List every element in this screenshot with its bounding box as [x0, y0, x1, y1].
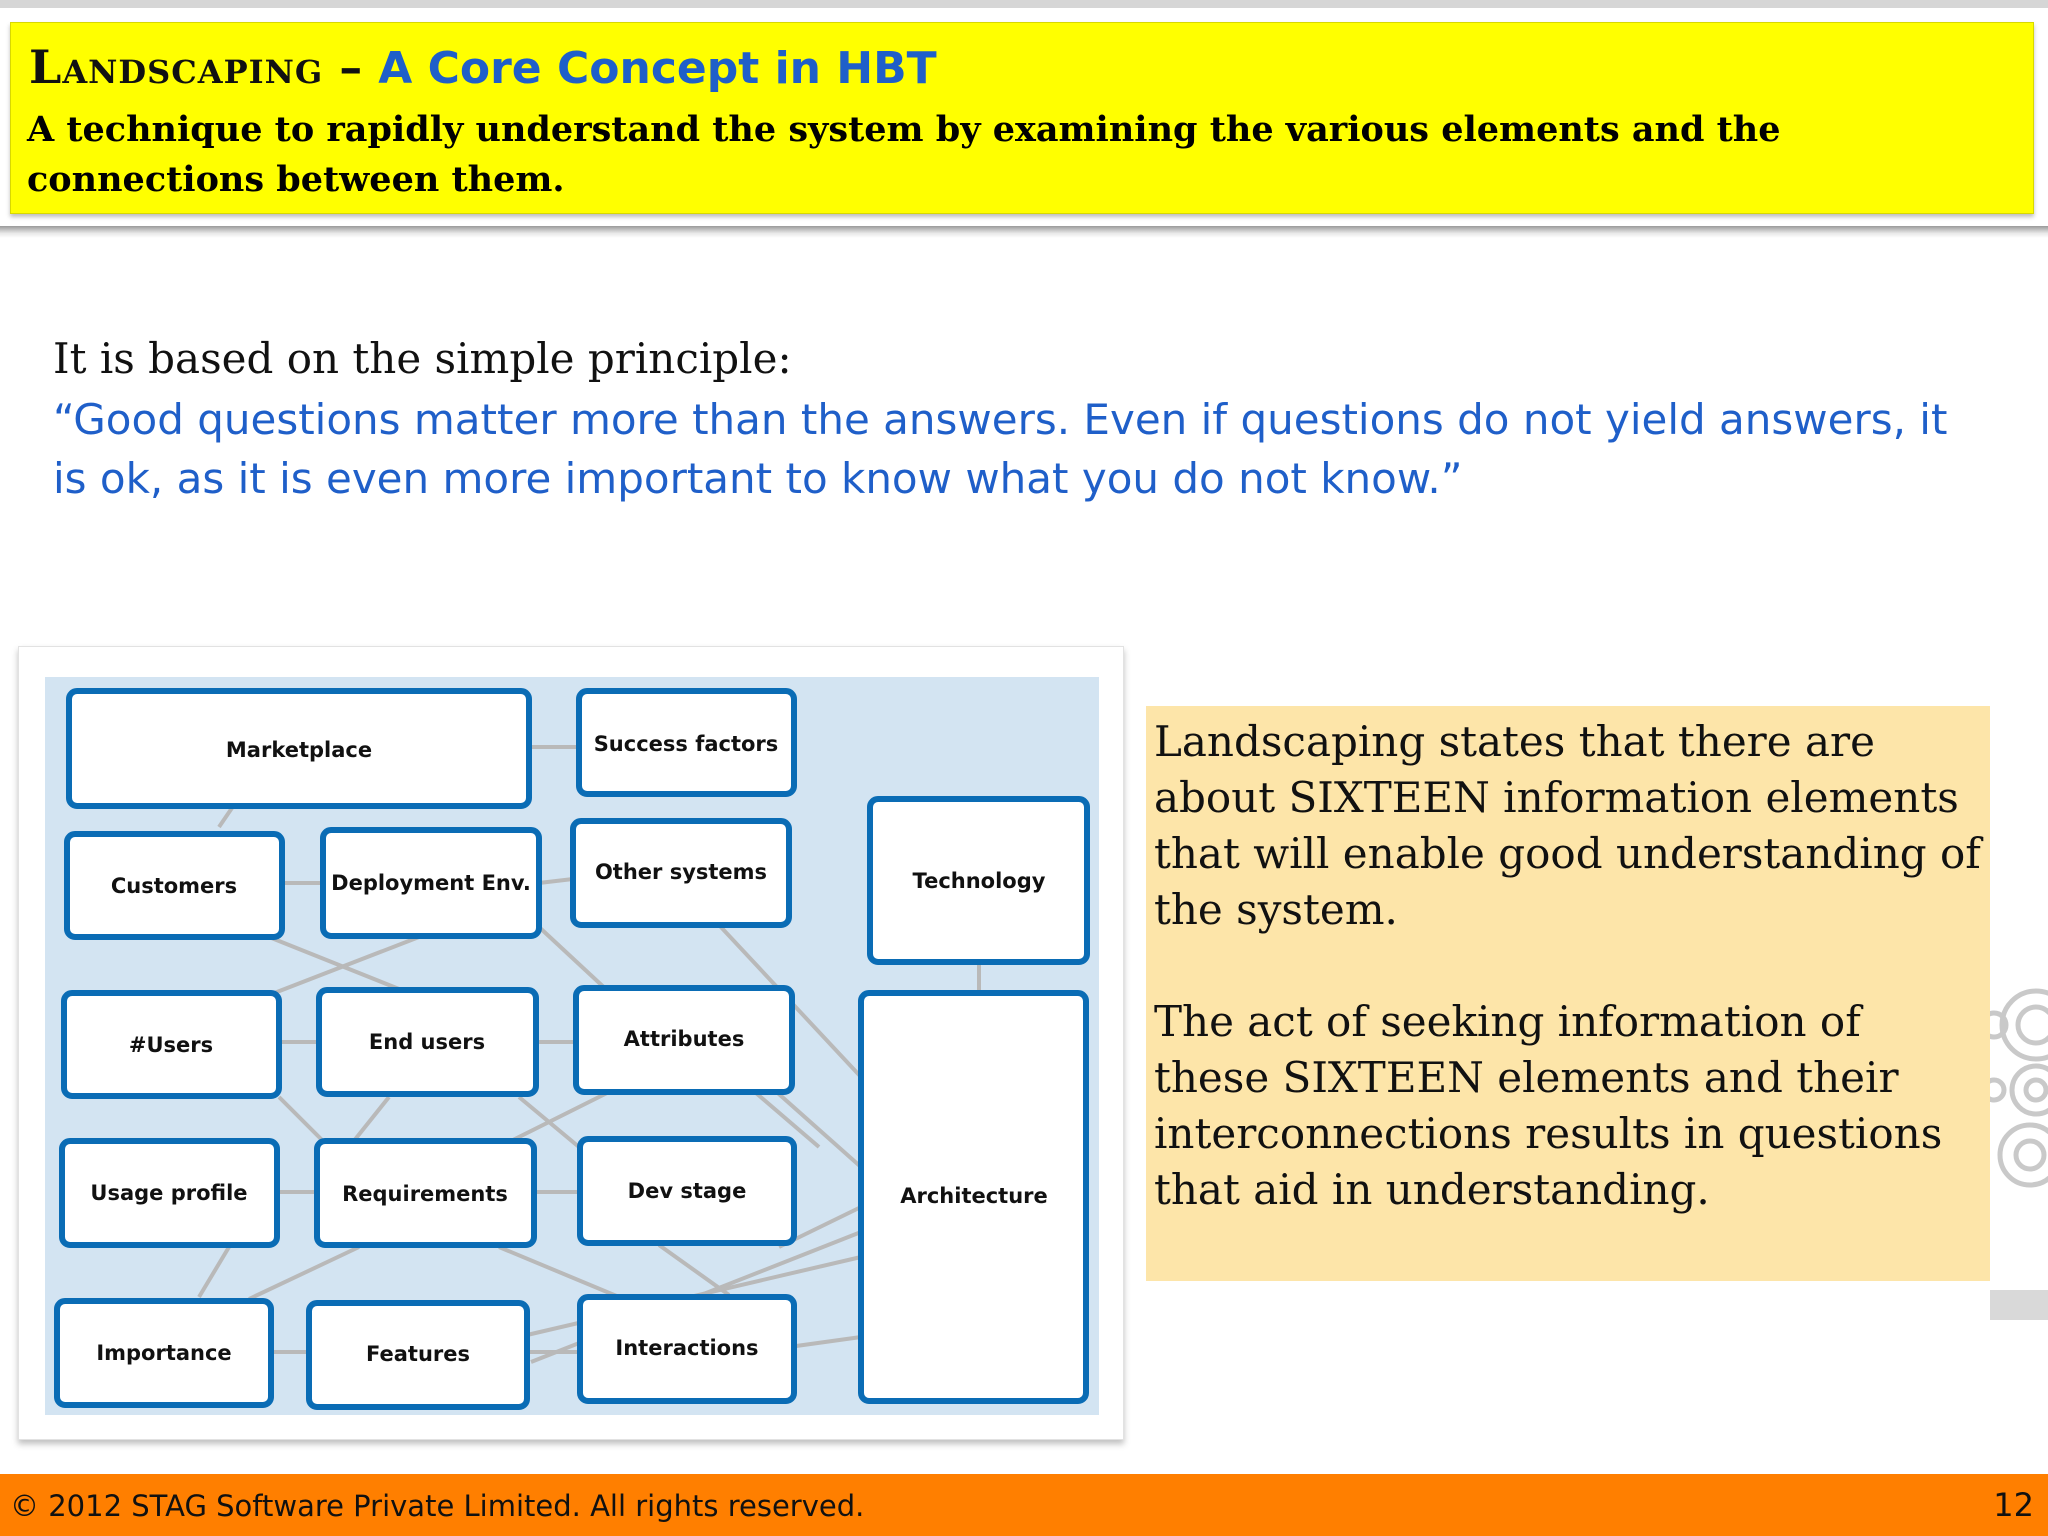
- page-number: 12: [1993, 1486, 2034, 1524]
- node-attributes: Attributes: [623, 1027, 745, 1051]
- info-paragraph-2: The act of seeking information of these SIXTEEN elements and their interconnections results in questions that aid in understanding.: [1154, 997, 1943, 1214]
- node-success-factors: Success factors: [593, 732, 779, 756]
- info-paragraph-1: Landscaping states that there are about SIXTEEN information elements that will enable good understanding of the system.: [1154, 717, 1981, 934]
- slide-header: [10, 22, 2034, 214]
- swirl-decoration: [1990, 960, 2048, 1320]
- node-importance: Importance: [96, 1341, 232, 1365]
- info-box: [1146, 706, 1990, 1281]
- landscape-diagram: [18, 646, 1124, 1440]
- node-requirements: Requirements: [342, 1182, 508, 1206]
- title-sub: A Core Concept in HBT: [378, 43, 937, 94]
- principle-intro: It is based on the simple principle:: [53, 334, 792, 383]
- slide-footer: [0, 1474, 2048, 1536]
- node-end-users: End users: [368, 1030, 486, 1054]
- node-other-systems: Other systems: [594, 860, 768, 884]
- node-marketplace: Marketplace: [225, 738, 373, 762]
- node-features: Features: [366, 1342, 470, 1366]
- slide-title: [29, 37, 937, 99]
- top-strip: [0, 0, 2048, 8]
- slide-subtitle: A technique to rapidly understand the system by examining the various elements and the connections between them.: [27, 109, 1781, 200]
- copyright-text: © 2012 STAG Software Private Limited. All rights reserved.: [10, 1489, 865, 1523]
- node-users-count: #Users: [128, 1033, 214, 1057]
- title-dash: –: [339, 40, 363, 94]
- diagram-canvas: [19, 647, 1123, 1439]
- node-customers: Customers: [110, 874, 238, 898]
- node-interactions: Interactions: [615, 1336, 759, 1360]
- node-usage-profile: Usage profile: [90, 1181, 248, 1205]
- title-main: Landscaping: [29, 40, 324, 94]
- node-architecture: Architecture: [900, 1184, 1048, 1208]
- node-deployment-env: Deployment Env.: [331, 871, 531, 895]
- node-dev-stage: Dev stage: [627, 1179, 747, 1203]
- node-technology: Technology: [912, 869, 1046, 893]
- header-divider: [0, 226, 2048, 238]
- principle-quote: “Good questions matter more than the answers. Even if questions do not yield answers, it is ok, as it is even more important to know what you do not know.”: [53, 395, 1948, 503]
